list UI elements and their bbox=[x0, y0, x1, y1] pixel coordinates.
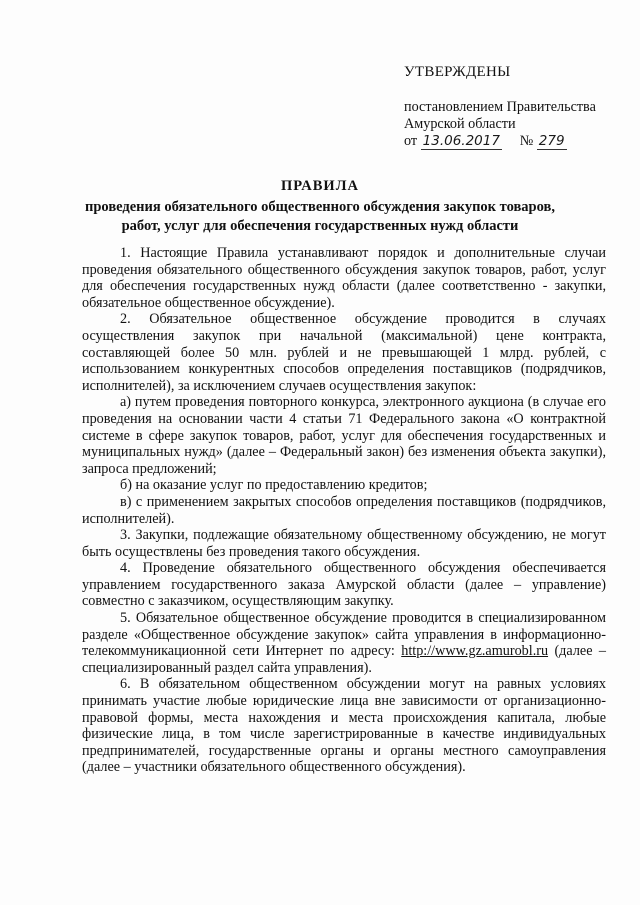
title-line-2: работ, услуг для обеспечения государственных нужд области bbox=[121, 218, 519, 234]
handwritten-date: 13.06.2017 bbox=[422, 133, 500, 149]
approval-date-line bbox=[404, 133, 634, 150]
date-prefix: от bbox=[404, 133, 418, 149]
approval-stamp: УТВЕРЖДЕНЫ bbox=[404, 64, 511, 80]
subparagraph-c: в) с применением закрытых способов определения поставщиков (подрядчиков, исполнителей). bbox=[82, 493, 606, 527]
handwritten-number: 279 bbox=[538, 133, 565, 149]
title-line-1: проведения обязательного общественного обсуждения закупок товаров, bbox=[85, 199, 555, 215]
document-title bbox=[60, 177, 580, 236]
paragraph-4: 4. Проведение обязательного общественного обсуждения обеспечивается управлением государственного заказа Амурской области (далее – управление) совместно с заказчиком, осуществляющим закупку. bbox=[82, 560, 606, 610]
paragraph-1: 1. Настоящие Правила устанавливают порядок и дополнительные случаи проведения обязательного общественного обсуждения закупок товаров, работ, услуг для обеспечения государственных нужд области (далее соответственно - закупки, обязательное общественное обсуждение). bbox=[82, 245, 606, 311]
subparagraph-a: а) путем проведения повторного конкурса, электронного аукциона (в случае его проведения на основании части 4 статьи 71 Федерального закона «О контрактной системе в сфере закупок товаров, работ, услуг для обеспечения государственных и муниципальных нужд» (далее – Федеральный закон) без изменения объекта закупки), запроса предложений; bbox=[82, 394, 606, 477]
paragraph-5-end: (далее – специализированный раздел сайта управления). bbox=[82, 643, 606, 676]
paragraph-5 bbox=[82, 610, 606, 676]
approval-line-1: постановлением Правительства bbox=[404, 99, 596, 115]
approval-line-2: Амурской области bbox=[404, 116, 516, 132]
paragraph-2: 2. Обязательное общественное обсуждение проводится в случаях осуществления закупок при начальной (максимальной) цене контракта, составляющей более 50 млн. рублей и не превышающей 1 млрд. рублей, с использованием конкурентных способов определения поставщиков (подрядчиков, исполнителей), за исключением случаев осуществления закупок: bbox=[82, 311, 606, 394]
website-link[interactable]: http://www.gz.amurobl.ru bbox=[401, 643, 549, 660]
paragraph-6: 6. В обязательном общественном обсуждении могут на равных условиях принимать участие любые юридические лица вне зависимости от организационно-правовой формы, места нахождения и места происхождения капитала, любые физические лица, в том числе зарегистрированные в качестве индивидуальных предпринимателей, государственные органы и органы местного самоуправления (далее – участники обязательного общественного обсуждения). bbox=[82, 676, 606, 776]
subparagraph-b: б) на оказание услуг по предоставлению кредитов; bbox=[120, 477, 428, 494]
paragraph-5-start: 5. Обязательное общественное обсуждение проводится в специализированном разделе «Общественное обсуждение закупок» сайта управления в информационно-телекоммуникационной сети Интернет по адресу: bbox=[82, 610, 606, 660]
title-main: ПРАВИЛА bbox=[281, 178, 359, 194]
document-body bbox=[82, 245, 606, 776]
paragraph-3: 3. Закупки, подлежащие обязательному общественному обсуждению, не могут быть осуществлены без проведения такого обсуждения. bbox=[82, 527, 606, 560]
approval-block bbox=[404, 64, 634, 150]
number-prefix: № bbox=[519, 133, 534, 149]
